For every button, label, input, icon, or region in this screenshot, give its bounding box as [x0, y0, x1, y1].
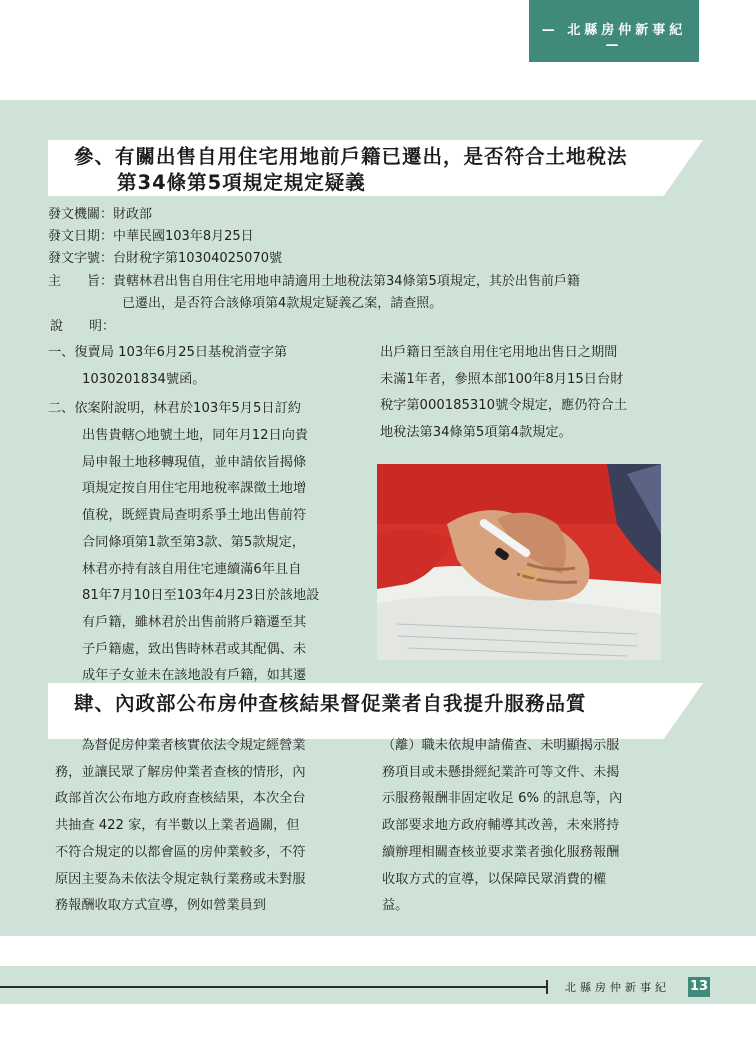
- meta-date: [48, 227, 254, 247]
- item2-line: 局申報土地移轉現值，並申請依旨揭條: [82, 454, 307, 470]
- header-tab-label: — 北縣房仲新事紀 —: [541, 23, 687, 53]
- meta-number-value: 台財稅字第10304025070號: [113, 251, 282, 266]
- item1-line1: 一、復賣局 103年6月25日基稅消壹字第: [48, 345, 288, 360]
- item2-line1: 二、依案附說明，林君於103年5月5日訂約: [48, 401, 301, 416]
- s4-left-line: 務，並讓民眾了解房仲業者查核的情形，內: [55, 764, 306, 780]
- meta-number: [48, 249, 282, 269]
- section4-right-column: [382, 733, 672, 920]
- meta-subject-line2: 已遷出，是否符合該條項第4款規定疑義乙案，請查照。: [122, 296, 443, 311]
- footer-rule-tick: [546, 980, 548, 994]
- photo-illustration: [377, 464, 661, 660]
- header-tab: [529, 0, 699, 62]
- item2-line: 出售貴轄○地號土地，同年月12日向貴: [82, 428, 309, 443]
- right-line: 未滿1年者，參照本部100年8月15日台財: [380, 371, 624, 387]
- item2-line: 81年7月10日至103年4月23日於該地設: [82, 588, 320, 604]
- s4-right-line: （離）職未依規申請備查、未明顯揭示服: [382, 738, 620, 753]
- meta-explain-label: 說 明：: [50, 319, 116, 334]
- item2-line: 項規定按自用住宅用地稅率課徵土地增: [82, 481, 307, 497]
- meta-date-label: 發文日期：: [48, 229, 114, 244]
- item2-line: 值稅，既經貴局查明系爭土地出售前符: [82, 508, 307, 524]
- s4-left-line: 政部首次公布地方政府查核結果，本次全台: [55, 791, 306, 807]
- s4-right-line: 益。: [382, 898, 409, 914]
- s4-left-line: 不符合規定的以都會區的房仲業較多，不符: [55, 844, 306, 860]
- s4-right-line: 續辦理相關查核並要求業者強化服務報酬: [382, 844, 620, 860]
- s4-right-line: 政部要求地方政府輔導其改善，未來將持: [382, 818, 620, 834]
- s4-right-line: 收取方式的宣導，以保障民眾消費的權: [382, 871, 607, 887]
- footer-label: 北縣房仲新事紀: [565, 981, 670, 994]
- right-line: 出戶籍日至該自用住宅用地出售日之期間: [380, 345, 618, 360]
- meta-subject-line1: 貴轄林君出售自用住宅用地申請適用土地稅法第34條第5項規定，其於出售前戶籍: [113, 274, 580, 289]
- section3-title-line2: 第34條第5項規定規定疑義: [117, 171, 366, 194]
- item2-line: 成年子女並未在該地設有戶籍，如其遷: [82, 668, 307, 684]
- item2-line: 有戶籍，雖林君於出售前將戶籍遷至其: [82, 614, 307, 630]
- right-line: 稅字第000185310號令規定，應仍符合土: [380, 398, 627, 414]
- item2-line: 合同條項第1款至第3款、第5款規定，: [82, 534, 305, 550]
- item1-line2: 1030201834號函。: [82, 372, 206, 387]
- section4-left-column: [55, 733, 353, 920]
- item2-line: 林君亦持有該自用住宅連續滿6年且自: [82, 561, 302, 577]
- footer-rule: [0, 986, 548, 988]
- s4-left-line: 原因主要為未依法令規定執行業務或未對服: [55, 871, 306, 887]
- s4-right-line: 務項目或未懸掛經紀業許可等文件、未揭: [382, 764, 620, 780]
- meta-subject-label: 主 旨：: [48, 274, 114, 289]
- item2-body: [82, 423, 358, 690]
- s4-left-line: 為督促房仲業者核實依法令規定經營業: [55, 738, 306, 753]
- s4-right-line: 示服務報酬非固定收足 6% 的訊息等，內: [382, 791, 623, 807]
- meta-issuer-label: 發文機關：: [48, 207, 114, 222]
- meta-subject: [48, 272, 580, 292]
- meta-issuer: [48, 205, 152, 225]
- s4-left-line: 共抽查 422 家，有半數以上業者過關，但: [55, 818, 300, 834]
- meta-date-value: 中華民國103年8月25日: [113, 229, 254, 244]
- section4-title: 肆、內政部公布房仲查核結果督促業者自我提升服務品質: [74, 692, 587, 715]
- right-line: 地稅法第34條第5項第4款規定。: [380, 425, 572, 441]
- photo-hand-with-pen: [377, 464, 661, 660]
- s4-left-line: 務報酬收取方式宣導，例如營業員到: [55, 898, 266, 914]
- item2-line: 子戶籍處，致出售時林君或其配偶、未: [82, 641, 307, 657]
- meta-issuer-value: 財政部: [113, 207, 153, 222]
- section3-title-line1: 參、有關出售自用住宅用地前戶籍已遷出，是否符合土地稅法: [74, 145, 628, 168]
- page-number: 13: [688, 977, 710, 997]
- section3-right-column: [380, 340, 670, 447]
- meta-number-label: 發文字號：: [48, 251, 114, 266]
